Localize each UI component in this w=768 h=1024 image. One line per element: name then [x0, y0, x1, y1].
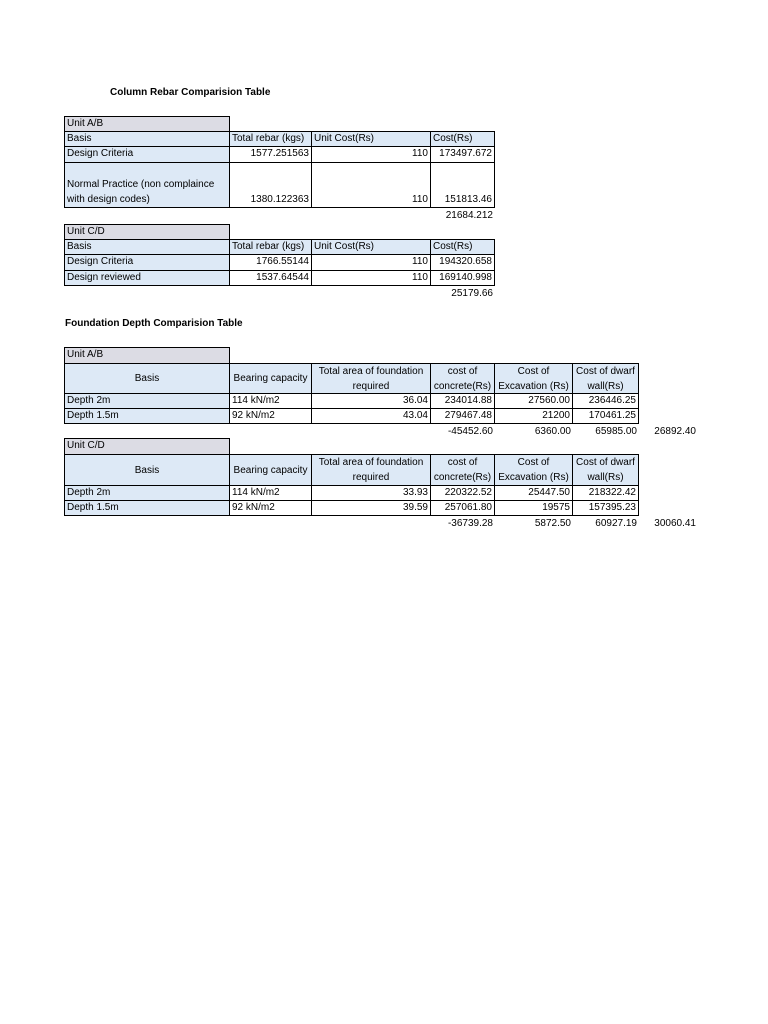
- rebar-ab-header-basis: Basis: [64, 131, 230, 147]
- found-cd-header-concrete: cost of concrete(Rs): [430, 454, 495, 486]
- found-cd-diff-excavation: 5872.50: [534, 518, 571, 529]
- found-cd-diff-dwarf-wall: 60927.19: [595, 518, 637, 529]
- found-ab-header-bearing: Bearing capacity: [229, 363, 312, 394]
- rebar-ab-row2-unit-cost: 110: [311, 162, 431, 208]
- found-ab-row2-dwarf-wall: 170461.25: [572, 408, 639, 424]
- found-ab-diff-excavation: 6360.00: [534, 426, 571, 437]
- rebar-cd-header-unit-cost: Unit Cost(Rs): [311, 239, 431, 255]
- found-ab-diff-dwarf-wall: 65985.00: [595, 426, 637, 437]
- found-cd-row1-area: 33.93: [311, 485, 431, 501]
- found-ab-row1-area: 36.04: [311, 393, 431, 409]
- rebar-ab-row1-total-rebar: 1577.251563: [229, 146, 312, 163]
- found-ab-row1-basis: Depth 2m: [64, 393, 230, 409]
- found-cd-header-area: Total area of foundation required: [311, 454, 431, 486]
- rebar-ab-header-unit-cost: Unit Cost(Rs): [311, 131, 431, 147]
- found-cd-row1-basis: Depth 2m: [64, 485, 230, 501]
- found-cd-row2-area: 39.59: [311, 500, 431, 516]
- found-ab-row1-dwarf-wall: 236446.25: [572, 393, 639, 409]
- rebar-cd-header-cost: Cost(Rs): [430, 239, 495, 255]
- rebar-ab-unit-label: Unit A/B: [64, 116, 230, 132]
- found-cd-row2-bearing: 92 kN/m2: [229, 500, 312, 516]
- found-ab-header-basis: Basis: [64, 363, 230, 394]
- rebar-cd-row2-cost: 169140.998: [430, 270, 495, 286]
- foundation-table-title: Foundation Depth Comparision Table: [65, 318, 243, 329]
- found-ab-row2-basis: Depth 1.5m: [64, 408, 230, 424]
- found-cd-row1-concrete: 220322.52: [430, 485, 495, 501]
- found-ab-diff-concrete: -45452.60: [447, 426, 493, 437]
- rebar-ab-row1-unit-cost: 110: [311, 146, 431, 163]
- rebar-ab-difference: 21684.212: [445, 210, 493, 221]
- found-ab-header-concrete: cost of concrete(Rs): [430, 363, 495, 394]
- found-cd-unit-label: Unit C/D: [64, 438, 230, 455]
- found-cd-row1-bearing: 114 kN/m2: [229, 485, 312, 501]
- rebar-ab-row2-cost: 151813.46: [430, 162, 495, 208]
- found-cd-row1-excavation: 25447.50: [494, 485, 573, 501]
- rebar-cd-row2-unit-cost: 110: [311, 270, 431, 286]
- found-cd-row2-dwarf-wall: 157395.23: [572, 500, 639, 516]
- rebar-cd-difference: 25179.66: [451, 288, 493, 299]
- found-ab-header-area: Total area of foundation required: [311, 363, 431, 394]
- found-cd-row2-basis: Depth 1.5m: [64, 500, 230, 516]
- found-cd-header-dwarf-wall: Cost of dwarf wall(Rs): [572, 454, 639, 486]
- found-cd-header-basis: Basis: [64, 454, 230, 486]
- rebar-cd-header-total-rebar: Total rebar (kgs): [229, 239, 312, 255]
- rebar-ab-row1-basis: Design Criteria: [64, 146, 230, 163]
- rebar-cd-header-basis: Basis: [64, 239, 230, 255]
- rebar-ab-row2-basis: Normal Practice (non complaince with design codes): [64, 162, 230, 208]
- found-cd-header-bearing: Bearing capacity: [229, 454, 312, 486]
- found-ab-row2-excavation: 21200: [494, 408, 573, 424]
- rebar-ab-header-total-rebar: Total rebar (kgs): [229, 131, 312, 147]
- found-ab-diff-total: 26892.40: [654, 426, 696, 437]
- found-cd-row2-concrete: 257061.80: [430, 500, 495, 516]
- found-ab-row2-bearing: 92 kN/m2: [229, 408, 312, 424]
- found-ab-unit-label: Unit A/B: [64, 347, 230, 364]
- rebar-ab-header-cost: Cost(Rs): [430, 131, 495, 147]
- rebar-cd-row1-unit-cost: 110: [311, 254, 431, 271]
- rebar-ab-row1-cost: 173497.672: [430, 146, 495, 163]
- rebar-cd-row2-basis: Design reviewed: [64, 270, 230, 286]
- rebar-ab-row2-total-rebar: 1380.122363: [229, 162, 312, 208]
- found-ab-row2-area: 43.04: [311, 408, 431, 424]
- rebar-cd-unit-label: Unit C/D: [64, 224, 230, 240]
- rebar-table-title: Column Rebar Comparision Table: [110, 87, 271, 98]
- found-cd-diff-concrete: -36739.28: [447, 518, 493, 529]
- found-ab-header-dwarf-wall: Cost of dwarf wall(Rs): [572, 363, 639, 394]
- found-cd-header-excavation: Cost of Excavation (Rs): [494, 454, 573, 486]
- found-ab-header-excavation: Cost of Excavation (Rs): [494, 363, 573, 394]
- found-ab-row1-bearing: 114 kN/m2: [229, 393, 312, 409]
- rebar-cd-row1-basis: Design Criteria: [64, 254, 230, 271]
- found-cd-row2-excavation: 19575: [494, 500, 573, 516]
- found-ab-row1-concrete: 234014.88: [430, 393, 495, 409]
- found-ab-row2-concrete: 279467.48: [430, 408, 495, 424]
- found-cd-diff-total: 30060.41: [654, 518, 696, 529]
- found-ab-row1-excavation: 27560.00: [494, 393, 573, 409]
- found-cd-row1-dwarf-wall: 218322.42: [572, 485, 639, 501]
- rebar-cd-row1-total-rebar: 1766.55144: [229, 254, 312, 271]
- rebar-cd-row1-cost: 194320.658: [430, 254, 495, 271]
- rebar-cd-row2-total-rebar: 1537.64544: [229, 270, 312, 286]
